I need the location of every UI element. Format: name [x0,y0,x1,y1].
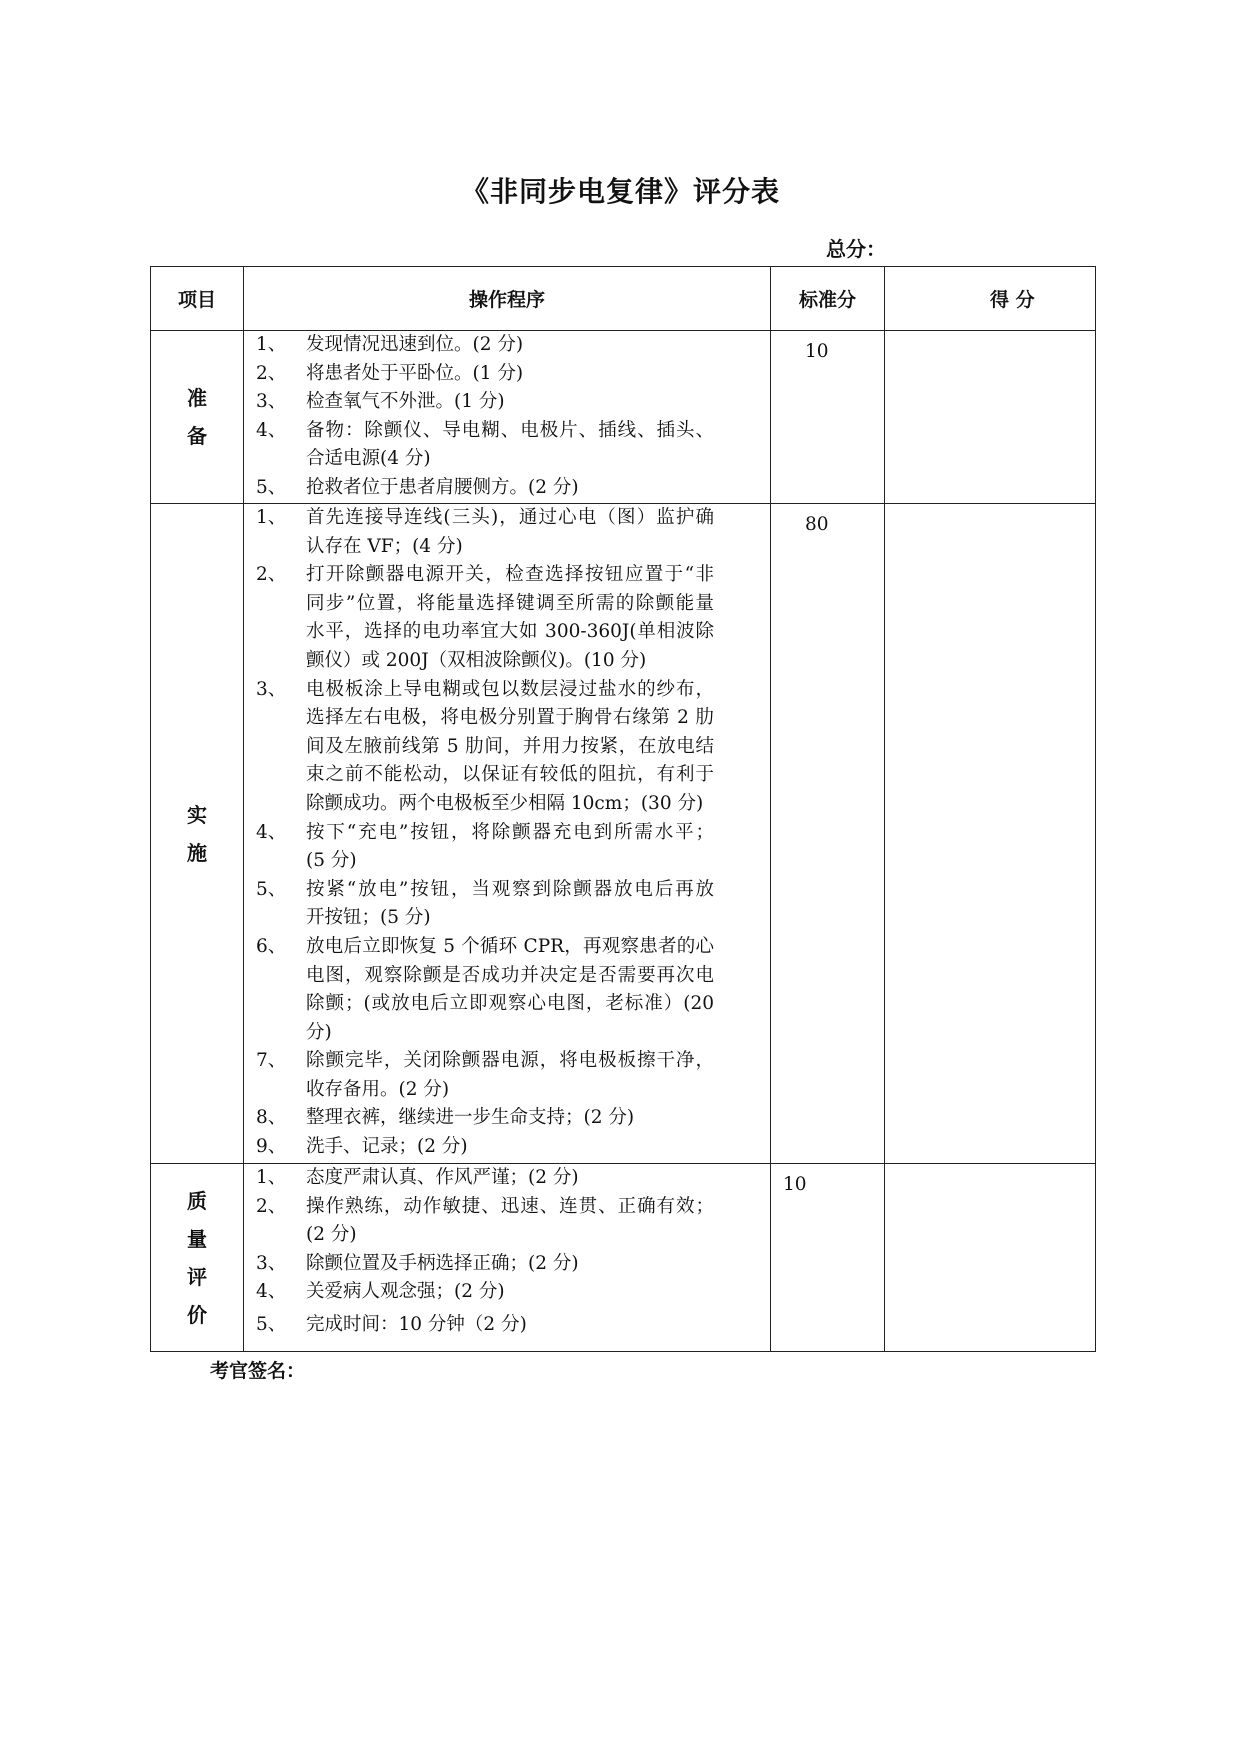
header-procedure: 操作程序 [244,267,771,331]
list-item: 5、 抢救者位于患者肩腰侧方。(2 分) [256,476,579,498]
steps-prepare [244,331,771,504]
score-cell-prepare[interactable] [885,331,1096,504]
section-row-prepare [151,331,1096,504]
list-item: 2、 打开除颤器电源开关，检查选择按钮应置于“非 同步”位置，将能量选择键调至所需的除颤能量 水平，选择的电功率宜大如 300-360J(单相波除 颤仪）或 200J（双相波除颤仪)。(10 分) [256,564,714,671]
list-item: 7、 除颤完毕，关闭除颤器电源，将电极板擦干净， 收存备用。(2 分) [256,1050,714,1100]
section-label-quality: 质 量 评 价 [151,1164,244,1352]
examiner-signature-label: 考官签名： [210,1360,306,1382]
list-item: 5、 按紧“放电”按钮，当观察到除颤器放电后再放 开按钮；(5 分) [256,878,714,929]
page-title: 《非同步电复律》评分表 [460,175,780,208]
section-label-implement: 实 施 [151,504,244,1164]
list-item: 4、 关爱病人观念强；(2 分) [256,1281,505,1303]
standard-score-implement: 80 [771,504,885,1164]
list-item: 3、 检查氧气不外泄。(1 分) [256,391,505,413]
list-item: 3、 除颤位置及手柄选择正确；(2 分) [256,1252,579,1274]
standard-score-quality: 10 [771,1164,885,1352]
header-standard: 标准分 [771,267,885,331]
list-item: 2、 操作熟练，动作敏捷、迅速、连贯、正确有效； (2 分) [256,1195,714,1246]
steps-implement [244,504,771,1164]
header-score: 得 分 [885,267,1096,331]
score-cell-implement[interactable] [885,504,1096,1164]
list-item: 3、 电极板涂上导电糊或包以数层浸过盐水的纱布， 选择左右电极，将电极分别置于胸骨右缘第 2 肋 间及左腋前线第 5 肋间，并用力按紧，在放电结 束之前不能松动，以保证有较低的阻抗，有利于 除颤成功。两个电极板至少相隔 10cm；(30 分) [256,678,714,814]
list-item: 8、 整理衣裤，继续进一步生命支持；(2 分) [256,1107,635,1129]
score-cell-quality[interactable] [885,1164,1096,1352]
list-item: 2、 将患者处于平卧位。(1 分) [256,362,524,384]
total-score-label: 总分： [826,237,886,261]
list-item: 9、 洗手、记录；(2 分) [256,1136,468,1158]
list-item: 1、 态度严肃认真、作风严谨；(2 分) [256,1167,579,1188]
steps-quality [244,1164,771,1352]
list-item: 1、 发现情况迅速到位。(2 分) [256,334,524,355]
standard-score-prepare: 10 [771,331,885,504]
section-row-implement [151,504,1096,1164]
scoring-table [150,266,1096,1352]
list-item: 4、 按下“充电”按钮，将除颤器充电到所需水平； (5 分) [256,821,714,872]
header-row [151,267,1096,331]
list-item: 1、 首先连接导连线(三头)，通过心电（图）监护确 认存在 VF；(4 分) [256,507,714,557]
list-item: 5、 完成时间：10 分钟（2 分) [256,1313,527,1335]
section-label-prepare: 准 备 [151,331,244,504]
list-item: 4、 备物：除颤仪、导电糊、电极片、插线、插头、 合适电源(4 分) [256,419,714,470]
header-item: 项目 [151,267,244,331]
section-row-quality [151,1164,1096,1352]
list-item: 6、 放电后立即恢复 5 个循环 CPR，再观察患者的心 电图，观察除颤是否成功并决定是否需要再次电 除颤；(或放电后立即观察心电图，老标准）(20 分) [256,935,714,1043]
